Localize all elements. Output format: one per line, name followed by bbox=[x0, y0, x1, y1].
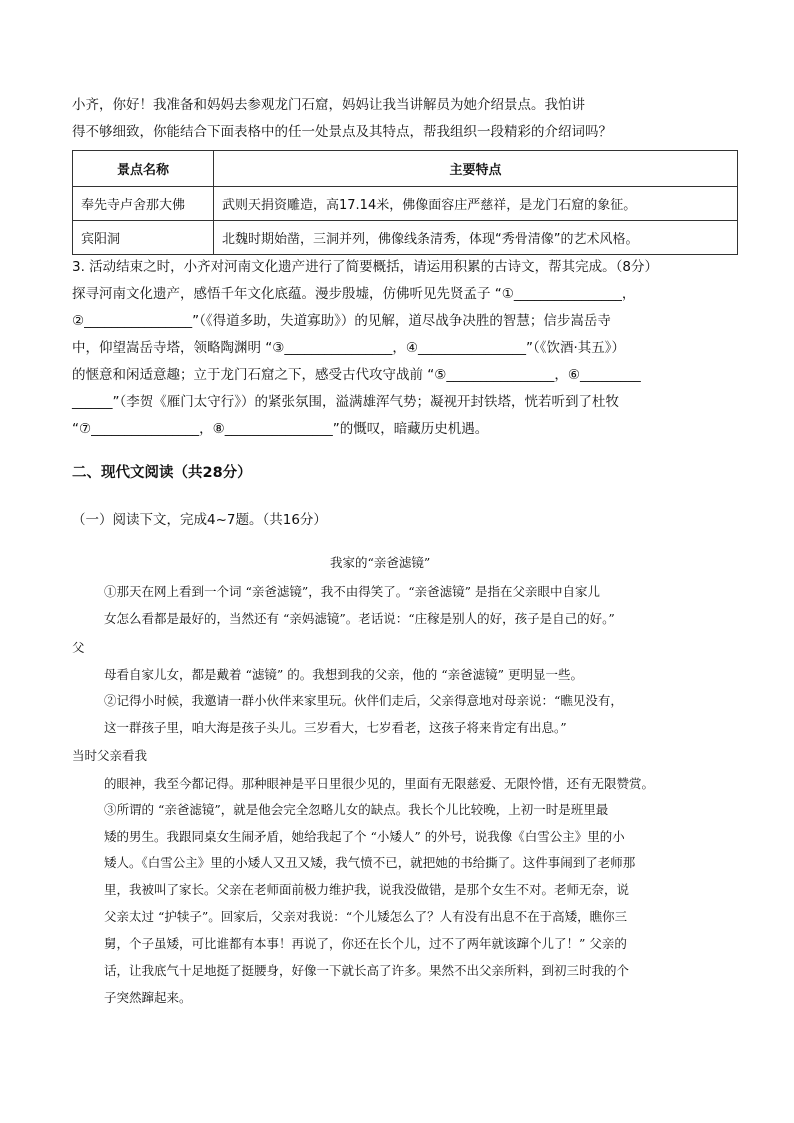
intro-line-1: 小齐，你好！我准备和妈妈去参观龙门石窟，妈妈让我当讲解员为她介绍景点。我怕讲 bbox=[72, 97, 585, 113]
q3-line: ______”（李贺《雁门太守行》）的紧张氛围，溢满雄浑气势；凝视开封铁塔，恍若听到了杜牧 bbox=[72, 394, 619, 410]
q3-line: 探寻河南文化遗产，感悟千年文化底蕴。漫步殷墟，仿佛听见先贤孟子 “①________________， bbox=[72, 286, 636, 302]
table-header-features: 主要特点 bbox=[214, 151, 738, 187]
article-line: ①那天在网上看到一个词 “亲爸滤镜”，我不由得笑了。“亲爸滤镜” 是指在父亲眼中自家儿 bbox=[104, 584, 601, 599]
article-line: 舅，个子虽矮，可比谁都有本事！再说了，你还在长个儿，过不了两年就该蹿个儿了！” 父亲的 bbox=[104, 936, 627, 951]
article-title: 我家的“亲爸滤镜” bbox=[330, 555, 431, 570]
article-line: 里，我被叫了家长。父亲在老师面前极力维护我，说我没做错，是那个女生不对。老师无奈，说 bbox=[104, 882, 630, 897]
article-line: 父亲太过 “护犊子”。回家后，父亲对我说：“个儿矮怎么了？人有没有出息不在于高矮，瞧你三 bbox=[104, 909, 628, 924]
article-line: 话，让我底气十足地挺了挺腰身，好像一下就长高了许多。果然不出父亲所料，到初三时我的个 bbox=[104, 963, 630, 978]
q3-line: 的惬意和闲适意趣；立于龙门石窟之下，感受古代攻守战前 “⑤________________，⑥_________ bbox=[72, 367, 641, 383]
scenic-spot-table bbox=[72, 150, 738, 255]
article-line: 当时父亲看我 bbox=[72, 748, 148, 763]
article-line: 母看自家儿女，都是戴着 “滤镜” 的。我想到我的父亲，他的 “亲爸滤镜” 更明显一些。 bbox=[104, 667, 583, 682]
article-line: 的眼神，我至今都记得。那种眼神是平日里很少见的，里面有无限慈爱、无限怜惜，还有无限赞赏。 bbox=[104, 776, 655, 791]
article-line: 这一群孩子里，咱大海是孩子头儿。三岁看大，七岁看老，这孩子将来肯定有出息。” bbox=[104, 720, 567, 735]
table-cell-name: 宾阳洞 bbox=[73, 221, 214, 255]
table-header-name: 景点名称 bbox=[73, 151, 214, 187]
q3-line: ②________________”（《得道多助，失道寡助》）的见解，道尽战争决胜的智慧；信步嵩岳寺 bbox=[72, 313, 611, 329]
table-header-row bbox=[73, 151, 738, 187]
table-cell-name: 奉先寺卢舍那大佛 bbox=[73, 187, 214, 221]
article-line: ②记得小时候，我邀请一群小伙伴来家里玩。伙伴们走后，父亲得意地对母亲说：“瞧见没有， bbox=[104, 693, 623, 708]
article-line: 女怎么看都是最好的，当然还有 “亲妈滤镜”。老话说：“庄稼是别人的好，孩子是自己的好。” bbox=[104, 611, 615, 626]
intro-line-2: 得不够细致，你能结合下面表格中的任一处景点及其特点，帮我组织一段精彩的介绍词吗？ bbox=[72, 124, 612, 140]
article-line: 矮的男生。我跟同桌女生闹矛盾，她给我起了个 “小矮人” 的外号，说我像《白雪公主》里的小 bbox=[104, 829, 625, 844]
table-row bbox=[73, 221, 738, 255]
q3-line: 3. 活动结束之时，小齐对河南文化遗产进行了简要概括，请运用积累的古诗文，帮其完成。（8分） bbox=[72, 259, 659, 275]
q3-line: 中，仰望嵩岳寺塔，领略陶渊明 “③________________，④________________”（《饮酒·其五》） bbox=[72, 340, 626, 356]
article-line: 矮人。《白雪公主》里的小矮人又丑又矮，我气愤不已，就把她的书给撕了。这件事闹到了老师那 bbox=[104, 855, 636, 870]
table-cell-features: 北魏时期始凿，三洞并列，佛像线条清秀，体现“秀骨清像”的艺术风格。 bbox=[214, 221, 738, 255]
article-line: 父 bbox=[72, 640, 85, 655]
article-line: 子突然蹿起来。 bbox=[104, 990, 192, 1005]
article-line: ③所谓的 “亲爸滤镜”，就是他会完全忽略儿女的缺点。我长个儿比较晚，上初一时是班里最 bbox=[104, 802, 609, 817]
table-row bbox=[73, 187, 738, 221]
q3-line: “⑦________________，⑧________________”的慨叹，暗藏历史机遇。 bbox=[72, 421, 489, 437]
part-title: （一）阅读下文，完成4~7题。（共16分） bbox=[72, 512, 327, 528]
table-cell-features: 武则天捐资雕造，高17.14米，佛像面容庄严慈祥，是龙门石窟的象征。 bbox=[214, 187, 738, 221]
section-title: 二、现代文阅读（共28分） bbox=[72, 465, 252, 481]
